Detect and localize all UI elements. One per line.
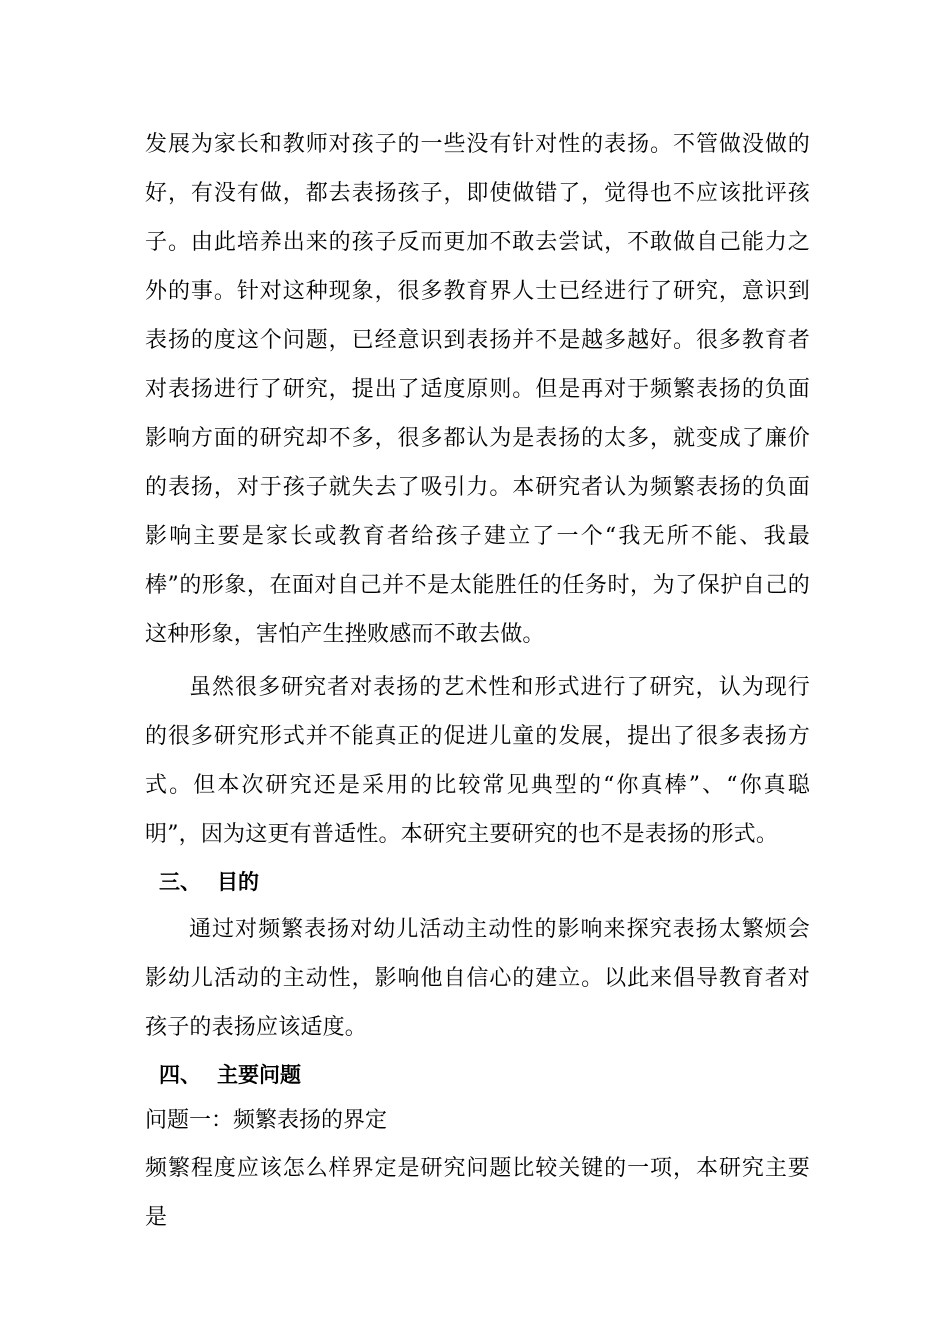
question-one-heading: 问题一：频繁表扬的界定	[145, 1108, 388, 1133]
section-number: 四、	[159, 1063, 201, 1087]
section-title: 目的	[217, 870, 259, 894]
section-heading-purpose	[145, 859, 810, 905]
document-page	[145, 120, 810, 1242]
section-heading-main-questions	[145, 1052, 810, 1098]
paragraph-frequency-definition: 频繁程度应该怎么样界定是研究问题比较关键的一项，本研究主要是	[145, 1156, 810, 1230]
section-title: 主要问题	[217, 1063, 301, 1087]
section-number: 三、	[159, 870, 201, 894]
paragraph-purpose: 通过对频繁表扬对幼儿活动主动性的影响来探究表扬太繁烦会影幼儿活动的主动性，影响他自信心的建立。以此来倡导教育者对孩子的表扬应该适度。	[145, 917, 810, 1040]
paragraph-background: 发展为家长和教师对孩子的一些没有针对性的表扬。不管做没做的好，有没有做，都去表扬孩子，即使做错了，觉得也不应该批评孩子。由此培养出来的孩子反而更加不敢去尝试，不敢做自己能力之外的事。针对这种现象，很多教育界人士已经进行了研究，意识到表扬的度这个问题，已经意识到表扬并不是越多越好。很多教育者对表扬进行了研究，提出了适度原则。但是再对于频繁表扬的负面影响方面的研究却不多，很多都认为是表扬的太多，就变成了廉价的表扬，对于孩子就失去了吸引力。本研究者认为频繁表扬的负面影响主要是家长或教育者给孩子建立了一个“我无所不能、我最棒”的形象，在面对自己并不是太能胜任的任务时，为了保护自己的这种形象，害怕产生挫败感而不敢去做。	[145, 132, 810, 647]
paragraph-praise-forms: 虽然很多研究者对表扬的艺术性和形式进行了研究，认为现行的很多研究形式并不能真正的促进儿童的发展，提出了很多表扬方式。但本次研究还是采用的比较常见典型的“你真棒”、“你真聪明”，因为这更有普适性。本研究主要研究的也不是表扬的形式。	[145, 675, 810, 847]
